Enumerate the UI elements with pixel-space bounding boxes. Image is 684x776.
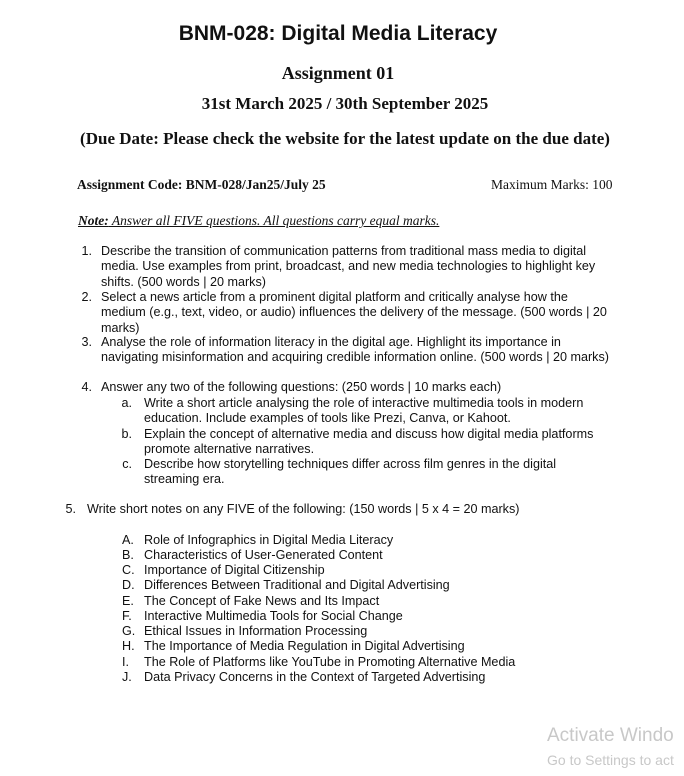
subquestion-4b <box>118 427 648 458</box>
topic-text: Characteristics of User-Generated Content <box>144 548 383 562</box>
question-1 <box>72 244 662 290</box>
topic-text: The Role of Platforms like YouTube in Promoting Alternative Media <box>144 655 516 669</box>
topic-item-d <box>122 578 542 594</box>
question-text: Answer any two of the following questions: (250 words | 10 marks each) <box>101 380 502 394</box>
topic-letter: A. <box>122 533 134 547</box>
instructions-note <box>78 213 439 229</box>
subquestion-text: Describe how storytelling techniques differ across film genres in the digital streaming era. <box>144 457 557 487</box>
question-text: Describe the transition of communication patterns from traditional mass media to digital media. Use examples from print, broadcast, and new media technologies to highlight key shifts. (500 words | 20 marks) <box>101 244 596 289</box>
subquestion-text: Explain the concept of alternative media and discuss how digital media platforms promote alternative narratives. <box>144 427 594 457</box>
activate-windows-watermark: Activate Windo <box>547 725 674 746</box>
session-dates: 31st March 2025 / 30th September 2025 <box>201 94 489 113</box>
topic-text: Differences Between Traditional and Digital Advertising <box>144 578 450 592</box>
topic-letter: C. <box>122 563 135 577</box>
course-title: BNM-028: Digital Media Literacy <box>178 22 498 45</box>
topic-text: Role of Infographics in Digital Media Literacy <box>144 533 394 547</box>
question-5 <box>62 502 652 518</box>
subquestion-4a <box>118 396 648 427</box>
topic-text: Ethical Issues in Information Processing <box>144 624 368 638</box>
note-text: Answer all FIVE questions. All questions carry equal marks. <box>108 213 440 228</box>
topic-item-e <box>122 594 542 610</box>
maximum-marks: Maximum Marks: 100 <box>491 177 613 192</box>
topic-letter: I. <box>122 655 129 669</box>
activate-windows-settings-hint: Go to Settings to act <box>547 752 674 768</box>
topic-letter: D. <box>122 578 135 592</box>
question-2 <box>72 290 662 336</box>
topic-item-f <box>122 609 542 625</box>
due-date-note: (Due Date: Please check the website for the latest update on the due date) <box>80 129 610 148</box>
topic-item-i <box>122 655 542 671</box>
topic-letter: J. <box>122 670 132 684</box>
question-text: Analyse the role of information literacy in the digital age. Highlight its importance in navigating misinformation and acquiring credible information online. (500 words | 20 marks) <box>101 335 609 365</box>
topic-letter: H. <box>122 639 135 653</box>
subquestion-letter: a. <box>121 396 132 410</box>
subquestion-4c <box>118 457 648 488</box>
topic-text: Interactive Multimedia Tools for Social Change <box>144 609 403 623</box>
question-text: Select a news article from a prominent digital platform and critically analyse how the medium (e.g., text, video, or audio) influences the delivery of the message. (500 words | 20 marks) <box>101 290 607 335</box>
subquestion-text: Write a short article analysing the role of interactive multimedia tools in modern education. Include examples of tools like Prezi, Canva, or Kahoot. <box>144 396 584 426</box>
question-number: 3. <box>81 335 92 349</box>
topic-text: Importance of Digital Citizenship <box>144 563 325 577</box>
topic-item-h <box>122 639 542 655</box>
topic-item-g <box>122 624 542 640</box>
assignment-number: Assignment 01 <box>281 63 395 83</box>
question-number: 4. <box>81 380 92 394</box>
subquestion-letter: c. <box>122 457 132 471</box>
topic-letter: B. <box>122 548 134 562</box>
question-number: 5. <box>65 502 76 516</box>
topic-letter: E. <box>122 594 134 608</box>
topic-letter: F. <box>122 609 132 623</box>
topic-text: The Importance of Media Regulation in Digital Advertising <box>144 639 465 653</box>
topic-item-b <box>122 548 542 564</box>
topic-text: The Concept of Fake News and Its Impact <box>144 594 380 608</box>
subquestion-letter: b. <box>121 427 132 441</box>
topic-item-j <box>122 670 542 686</box>
question-3 <box>72 335 672 366</box>
assignment-code: Assignment Code: BNM-028/Jan25/July 25 <box>77 177 326 192</box>
question-4 <box>72 380 662 396</box>
question-text: Write short notes on any FIVE of the following: (150 words | 5 x 4 = 20 marks) <box>87 502 520 516</box>
topic-letter: G. <box>122 624 136 638</box>
topic-text: Data Privacy Concerns in the Context of Targeted Advertising <box>144 670 486 684</box>
topic-item-c <box>122 563 542 579</box>
question-number: 1. <box>81 244 92 258</box>
note-label: Note: <box>78 213 109 228</box>
topic-item-a <box>122 533 542 549</box>
question-number: 2. <box>81 290 92 304</box>
